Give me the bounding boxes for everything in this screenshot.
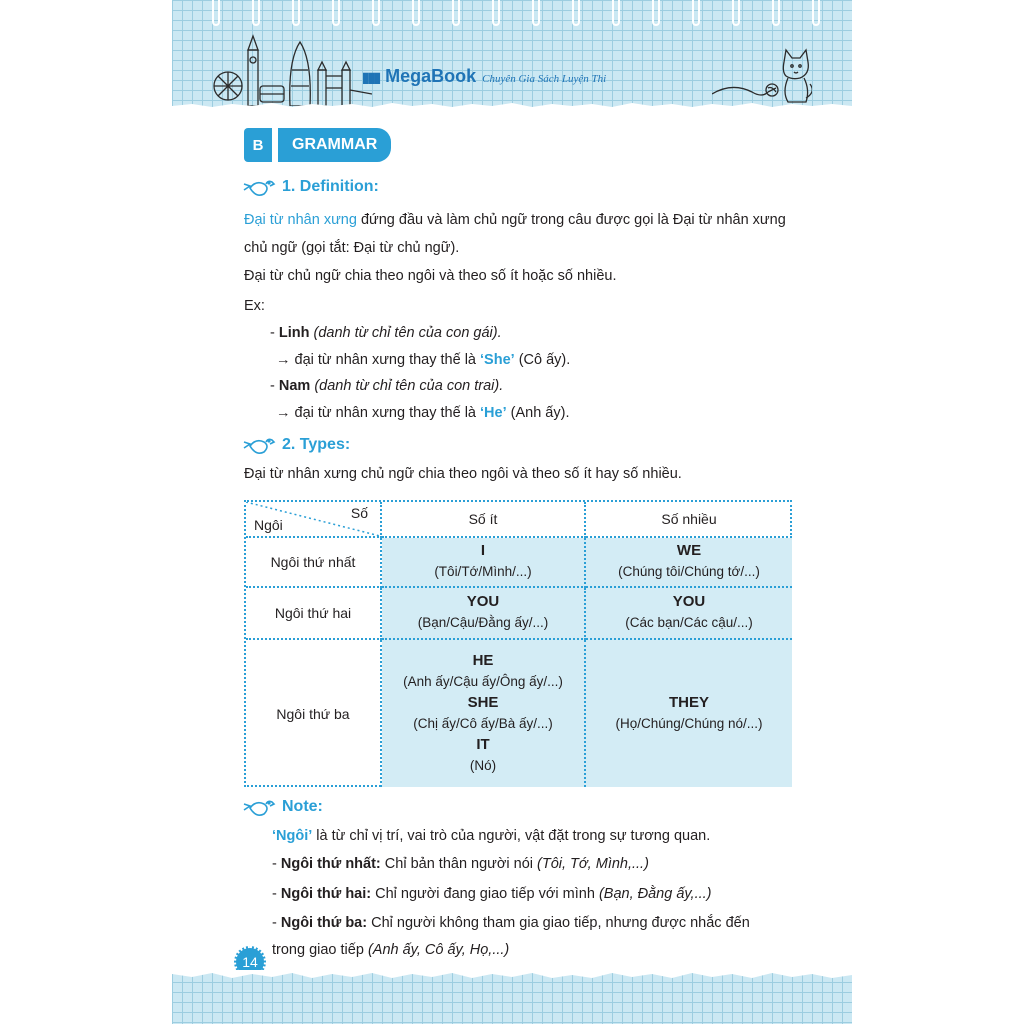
table-row-header <box>246 538 382 588</box>
definition-term: Đại từ nhân xưng <box>244 212 357 228</box>
note-item-term: Ngôi thứ ba: <box>280 915 368 931</box>
spiral-ring <box>412 0 420 26</box>
table-cell <box>586 588 792 640</box>
spiral-ring <box>532 0 540 26</box>
table-row-header <box>246 640 382 787</box>
pronoun-gloss: (Chúng tôi/Chúng tớ/...) <box>618 564 760 579</box>
example-item <box>270 325 502 341</box>
spiral-ring <box>452 0 460 26</box>
table-corner-cell <box>246 502 382 538</box>
table-cell <box>586 538 792 588</box>
note-item-example: (Bạn, Đằng ấy,...) <box>598 886 712 902</box>
note-item-desc: trong giao tiếp <box>272 942 368 958</box>
spiral-ring <box>732 0 740 26</box>
spiral-ring <box>572 0 580 26</box>
definition-title: 1. Definition: <box>282 178 379 195</box>
dash: - <box>270 325 279 341</box>
types-intro: Đại từ nhân xưng chủ ngữ chia theo ngôi và theo số ít hay số nhiều. <box>244 466 682 482</box>
note-item <box>272 886 712 902</box>
person-label: Ngôi thứ ba <box>276 705 350 722</box>
pronoun: HE <box>472 651 494 669</box>
column-header: Số ít <box>468 511 498 527</box>
example-item <box>270 378 503 394</box>
pronoun: IT <box>476 735 490 753</box>
example-word: Linh <box>278 325 310 341</box>
corner-number-label: Số <box>350 505 368 521</box>
example-label: Ex: <box>244 298 265 314</box>
pronoun: I <box>480 542 486 559</box>
note-item-example: (Anh ấy, Cô ấy, Họ,...) <box>367 942 510 958</box>
publisher-brand <box>362 66 606 87</box>
note-item-desc: Chỉ người không tham gia giao tiếp, nhưng được nhắc đến <box>367 915 750 931</box>
torn-edge <box>172 970 852 980</box>
page-number: 14 <box>234 946 266 978</box>
dash: - <box>272 856 281 872</box>
note-heading <box>242 796 323 818</box>
bird-icon <box>242 434 276 456</box>
example-arrow-text: → đại từ nhân xưng thay thế là <box>276 352 481 368</box>
example-word: Nam <box>278 378 311 394</box>
spiral-ring <box>692 0 700 26</box>
example-answer <box>276 352 570 368</box>
brand-name: MegaBook <box>385 66 477 86</box>
example-gloss: (Anh ấy). <box>506 405 570 421</box>
dash: - <box>272 886 281 902</box>
note-item-term: Ngôi thứ hai: <box>280 886 372 902</box>
note-intro-text: là từ chỉ vị trí, vai trò của người, vật đặt trong sự tương quan. <box>312 828 711 844</box>
dash: - <box>272 915 281 931</box>
spiral-ring <box>772 0 780 26</box>
example-pronoun: ‘She’ <box>480 352 515 368</box>
example-gloss: (Cô ấy). <box>514 352 571 368</box>
table-header-cell <box>382 502 586 538</box>
spiral-ring <box>212 0 220 26</box>
textbook-page <box>172 0 852 1024</box>
column-header: Số nhiều <box>661 511 717 527</box>
pronoun-gloss: (Tôi/Tớ/Mình/...) <box>434 564 532 579</box>
pronoun-table <box>244 500 792 787</box>
spiral-ring <box>332 0 340 26</box>
pronoun: SHE <box>467 693 499 711</box>
table-cell <box>382 588 586 640</box>
table-cell <box>586 640 792 787</box>
page-header <box>172 0 852 108</box>
pronoun-gloss: (Chị ấy/Cô ấy/Bà ấy/...) <box>413 715 553 731</box>
pronoun-gloss: (Anh ấy/Cậu ấy/Ông ấy/...) <box>403 673 563 689</box>
example-answer <box>276 405 569 421</box>
spiral-ring <box>812 0 820 26</box>
types-title: 2. Types: <box>282 436 351 453</box>
note-item-desc: Chỉ người đang giao tiếp với mình <box>371 886 599 902</box>
bird-icon <box>242 796 276 818</box>
person-label: Ngôi thứ nhất <box>270 554 356 570</box>
section-letter: B <box>244 128 272 162</box>
section-badge <box>244 128 391 162</box>
note-title: Note: <box>282 798 323 815</box>
definition-heading <box>242 176 379 198</box>
spiral-ring <box>492 0 500 26</box>
table-header-cell <box>586 502 792 538</box>
brand-tagline: Chuyên Gia Sách Luyện Thi <box>482 73 607 85</box>
note-intro <box>272 828 710 844</box>
note-item <box>272 856 649 872</box>
spiral-ring <box>652 0 660 26</box>
table-cell <box>382 538 586 588</box>
pronoun-gloss: (Bạn/Cậu/Đằng ấy/...) <box>417 615 549 630</box>
note-item <box>272 915 750 931</box>
definition-note: Đại từ chủ ngữ chia theo ngôi và theo số ít hoặc số nhiều. <box>244 268 617 284</box>
torn-edge <box>172 102 852 110</box>
person-label: Ngôi thứ hai <box>274 605 352 621</box>
page-footer <box>172 972 852 1024</box>
pronoun: YOU <box>672 593 706 610</box>
pronoun: THEY <box>668 693 709 711</box>
section-title: GRAMMAR <box>278 128 391 162</box>
spiral-ring <box>372 0 380 26</box>
example-note: (danh từ chỉ tên của con trai). <box>310 378 504 394</box>
spiral-ring <box>252 0 260 26</box>
note-item-continuation <box>272 942 509 958</box>
cat-yarn-illustration <box>712 42 812 104</box>
dash: - <box>270 378 279 394</box>
pronoun-gloss: (Các bạn/Các cậu/...) <box>625 615 753 630</box>
example-arrow-text: → đại từ nhân xưng thay thế là <box>276 405 481 421</box>
pronoun-gloss: (Họ/Chúng/Chúng nó/...) <box>615 715 763 731</box>
bird-icon <box>242 176 276 198</box>
types-heading <box>242 434 350 456</box>
note-item-term: Ngôi thứ nhất: <box>280 856 381 872</box>
pronoun-gloss: (Nó) <box>469 757 497 773</box>
pronoun: WE <box>676 542 702 559</box>
definition-text: đứng đầu và làm chủ ngữ trong câu được gọi là Đại từ nhân xưng chủ ngữ (gọi tắt: Đại từ chủ ngữ). <box>244 212 786 256</box>
table-row-header <box>246 588 382 640</box>
spiral-ring <box>292 0 300 26</box>
note-term: ‘Ngôi’ <box>272 828 313 844</box>
london-skyline-illustration <box>212 30 372 106</box>
example-note: (danh từ chỉ tên của con gái). <box>309 325 502 341</box>
corner-person-label: Ngôi <box>254 517 283 533</box>
note-item-example: (Tôi, Tớ, Mình,...) <box>537 856 649 872</box>
example-pronoun: ‘He’ <box>480 405 507 421</box>
table-cell <box>382 640 586 787</box>
book-logo-icon: ▮▮▮ <box>362 69 380 85</box>
pronoun: YOU <box>466 593 500 610</box>
note-item-desc: Chỉ bản thân người nói <box>380 856 538 872</box>
spiral-ring <box>612 0 620 26</box>
definition-paragraph <box>244 206 804 262</box>
